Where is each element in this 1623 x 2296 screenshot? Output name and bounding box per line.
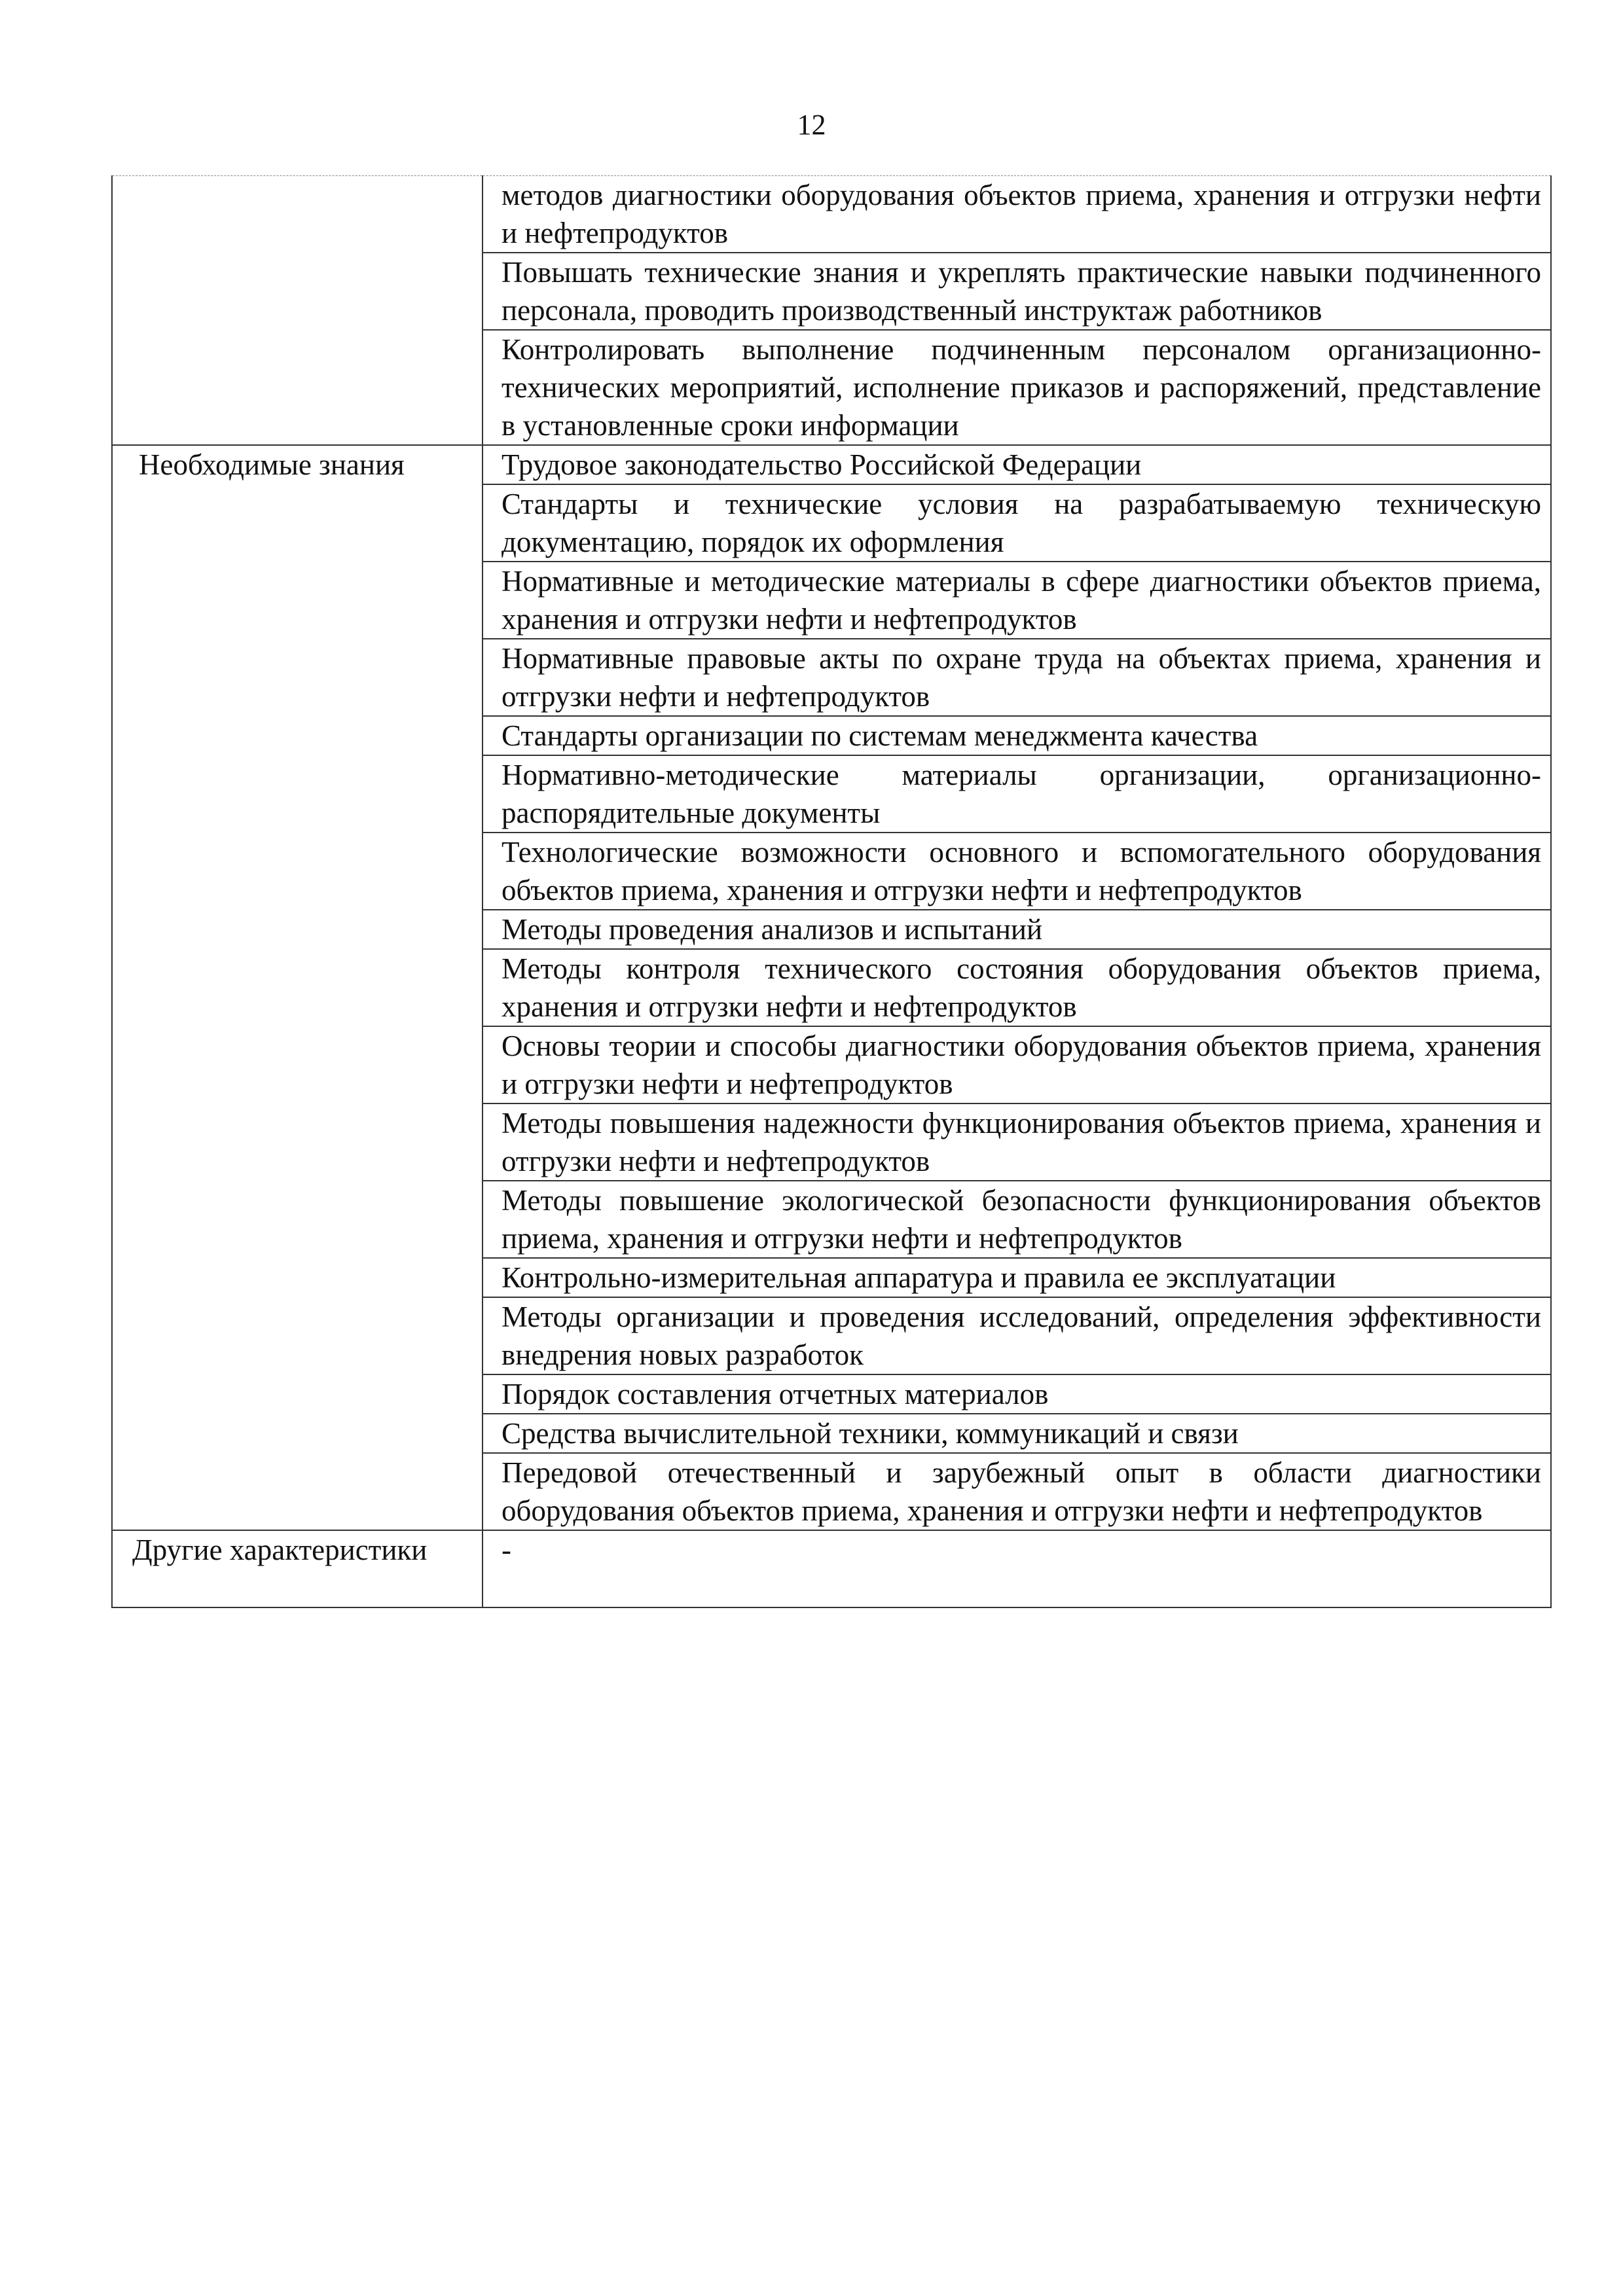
table-row (112, 445, 1551, 484)
table-cell: Основы теории и способы диагностики оборудования объектов приема, хранения и отгрузки нефти и нефтепродуктов (483, 1026, 1551, 1103)
table-cell: Нормативные правовые акты по охране труда на объектах приема, хранения и отгрузки нефти и нефтепродуктов (483, 639, 1551, 716)
table-cell: Методы проведения анализов и испытаний (483, 910, 1551, 949)
table-cell: Порядок составления отчетных материалов (483, 1374, 1551, 1414)
table-cell: Методы повышение экологической безопасности функционирования объектов приема, хранения и отгрузки нефти и нефтепродуктов (483, 1181, 1551, 1258)
table-row (112, 1530, 1551, 1607)
table-cell: Нормативно-методические материалы организации, организационно-распорядительные документы (483, 755, 1551, 833)
table-cell: Контрольно-измерительная аппаратура и правила ее эксплуатации (483, 1258, 1551, 1297)
table-cell: Передовой отечественный и зарубежный опыт в области диагностики оборудования объектов приема, хранения и отгрузки нефти и нефтепродуктов (483, 1453, 1551, 1530)
qualification-table (111, 175, 1552, 1608)
empty-label-cell (112, 176, 483, 446)
table-cell: Контролировать выполнение подчиненным персоналом организационно-технических мероприятий, исполнение приказов и распоряжений, представление в установленные сроки информации (483, 330, 1551, 445)
table-cell: Трудовое законодательство Российской Федерации (483, 445, 1551, 484)
table-cell: Технологические возможности основного и вспомогательного оборудования объектов приема, хранения и отгрузки нефти и нефтепродуктов (483, 833, 1551, 910)
table-cell: Повышать технические знания и укреплять практические навыки подчиненного персонала, проводить производственный инструктаж работников (483, 253, 1551, 330)
other-characteristics-value: - (483, 1530, 1551, 1607)
knowledge-label: Необходимые знания (112, 445, 483, 1530)
table-cell: Нормативные и методические материалы в сфере диагностики объектов приема, хранения и отгрузки нефти и нефтепродуктов (483, 562, 1551, 639)
page-number: 12 (797, 109, 826, 141)
table-cell: Методы контроля технического состояния оборудования объектов приема, хранения и отгрузки нефти и нефтепродуктов (483, 949, 1551, 1026)
other-characteristics-label: Другие характеристики (112, 1530, 483, 1607)
table-cell: методов диагностики оборудования объектов приема, хранения и отгрузки нефти и нефтепродуктов (483, 176, 1551, 253)
table-cell: Стандарты и технические условия на разрабатываемую техническую документацию, порядок их оформления (483, 484, 1551, 562)
table-cell: Методы повышения надежности функционирования объектов приема, хранения и отгрузки нефти и нефтепродуктов (483, 1103, 1551, 1181)
table-cell: Стандарты организации по системам менеджмента качества (483, 716, 1551, 755)
table-row (112, 176, 1551, 253)
table-cell: Средства вычислительной техники, коммуникаций и связи (483, 1414, 1551, 1453)
table-cell: Методы организации и проведения исследований, определения эффективности внедрения новых разработок (483, 1297, 1551, 1374)
